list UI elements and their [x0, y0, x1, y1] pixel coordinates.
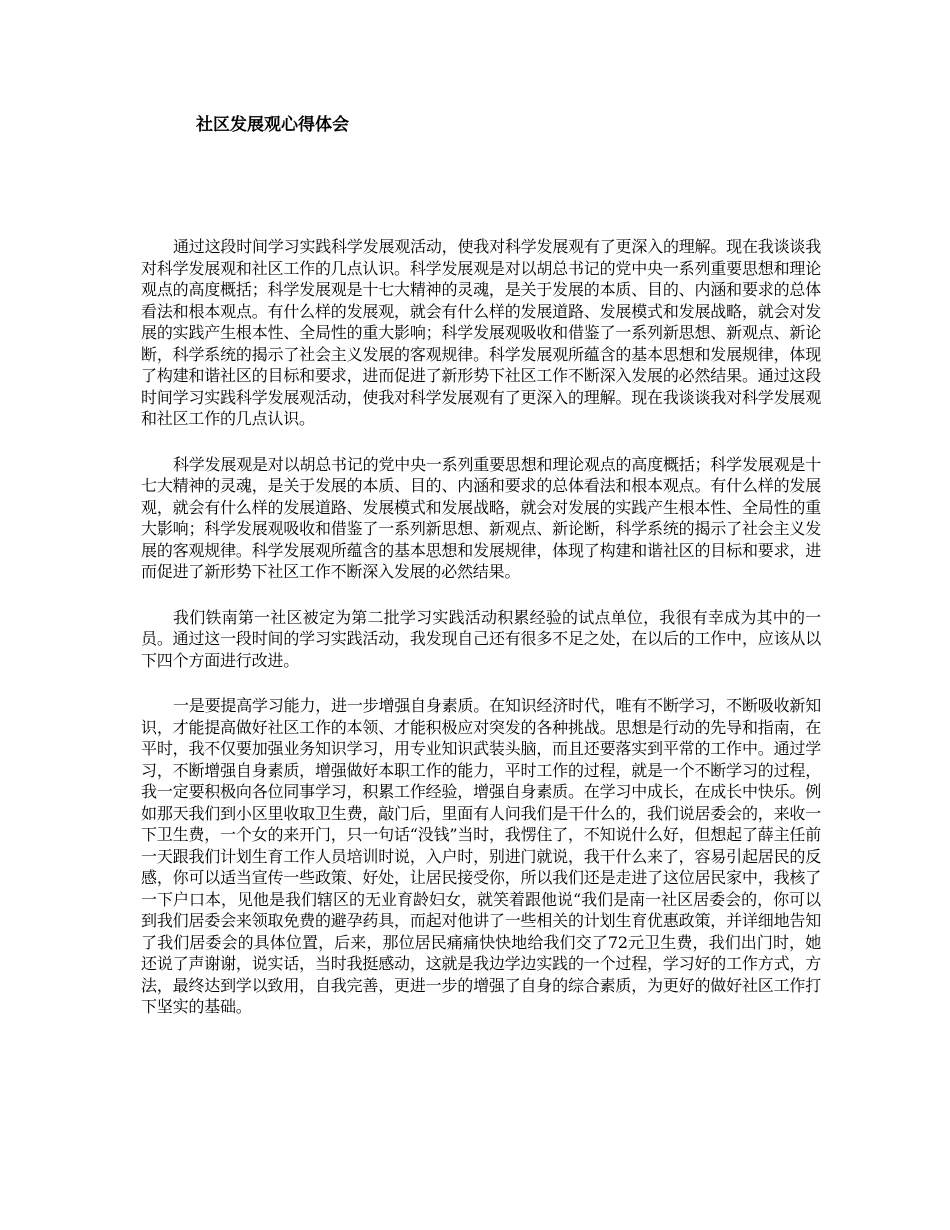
paragraph-4: 一是要提高学习能力，进一步增强自身素质。在知识经济时代，唯有不断学习，不断吸收新知识，才能提高做好社区工作的本领、才能积极应对突发的各种挑战。思想是行动的先导和指南，在平时，我不仅要加强业务知识学习，用专业知识武装头脑，而且还要落实到平常的工作中。通过学习，不断增强自身素质，增强做好本职工作的能力，平时工作的过程，就是一个不断学习的过程，我一定要积极向各位同事学习，积累工作经验，增强自身素质。在学习中成长，在成长中快乐。例如那天我们到小区里收取卫生费，敲门后，里面有人问我们是干什么的，我们说居委会的，来收一下卫生费，一个女的来开门，只一句话“没钱”当时，我愣住了，不知说什么好，但想起了薛主任前一天跟我们计划生育工作人员培训时说，入户时，别进门就说，我干什么来了，容易引起居民的反感，你可以适当宣传一些政策、好处，让居民接受你，所以我们还是走进了这位居民家中，我核了一下户口本，见他是我们辖区的无业育龄妇女，就笑着跟他说“我们是南一社区居委会的，你可以到我们居委会来领取免费的避孕药具，而起对他讲了一些相关的计划生育优惠政策，并详细地告知了我们居委会的具体位置，后来，那位居民痛痛快快地给我们交了72元卫生费，我们出门时，她还说了声谢谢，说实话，当时我挺感动，这就是我边学边实践的一个过程，学习好的工作方式，方法，最终达到学以致用，自我完善，更进一步的增强了自身的综合素质，为更好的做好社区工作打下坚实的基础。	[141, 696, 821, 1016]
paragraph-3: 我们铁南第一社区被定为第二批学习实践活动积累经验的试点单位，我很有幸成为其中的一员。通过这一段时间的学习实践活动，我发现自己还有很多不足之处，在以后的工作中，应该从以下四个方面进行改进。	[141, 607, 821, 670]
paragraph-1: 通过这段时间学习实践科学发展观活动，使我对科学发展观有了更深入的理解。现在我谈谈我对科学发展观和社区工作的几点认识。科学发展观是对以胡总书记的党中央一系列重要思想和理论观点的高度概括；科学发展观是十七大精神的灵魂，是关于发展的本质、目的、内涵和要求的总体看法和根本观点。有什么样的发展观，就会有什么样的发展道路、发展模式和发展战略，就会对发展的实践产生根本性、全局性的重大影响；科学发展观吸收和借鉴了一系列新思想、新观点、新论断，科学系统的揭示了社会主义发展的客观规律。科学发展观所蕴含的基本思想和发展规律，体现了构建和谐社区的目标和要求，进而促进了新形势下社区工作不断深入发展的必然结果。通过这段时间学习实践科学发展观活动，使我对科学发展观有了更深入的理解。现在我谈谈我对科学发展观和社区工作的几点认识。	[141, 237, 821, 428]
document-body	[141, 236, 821, 1042]
paragraph-2: 科学发展观是对以胡总书记的党中央一系列重要思想和理论观点的高度概括；科学发展观是十七大精神的灵魂，是关于发展的本质、目的、内涵和要求的总体看法和根本观点。有什么样的发展观，就会有什么样的发展道路、发展模式和发展战略，就会对发展的实践产生根本性、全局性的重大影响；科学发展观吸收和借鉴了一系列新思想、新观点、新论断，科学系统的揭示了社会主义发展的客观规律。科学发展观所蕴含的基本思想和发展规律，体现了构建和谐社区的目标和要求，进而促进了新形势下社区工作不断深入发展的必然结果。	[141, 454, 821, 581]
document-title: 社区发展观心得体会	[196, 115, 349, 135]
